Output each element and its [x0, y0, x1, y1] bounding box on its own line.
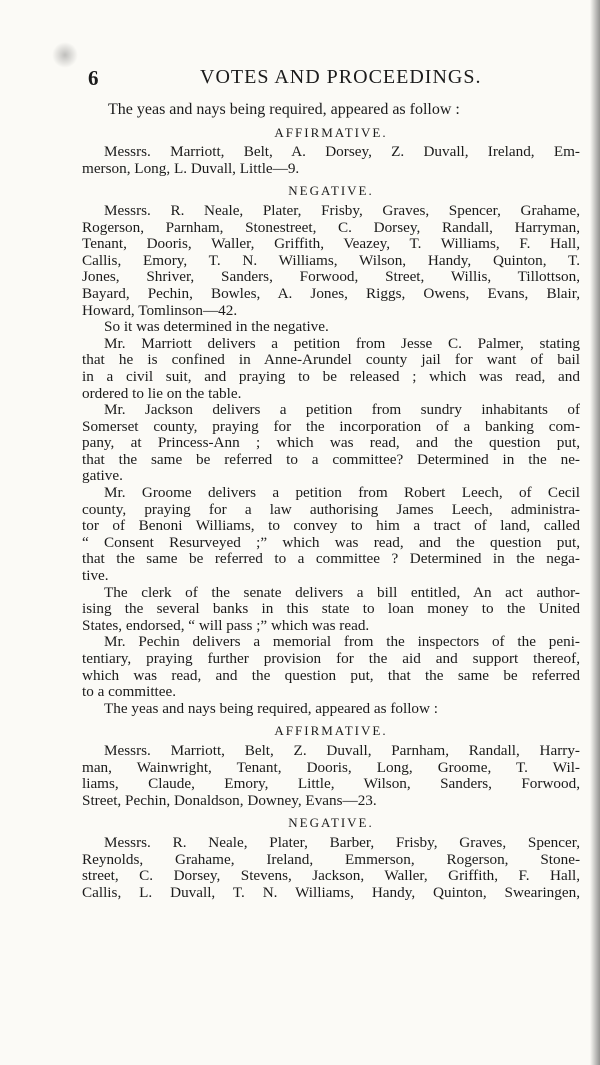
vote-intro: The yeas and nays being required, appeared as follow :: [104, 700, 438, 717]
text-line: tive.: [82, 568, 109, 585]
running-head: VOTES AND PROCEEDINGS.: [200, 66, 482, 88]
text-line: tor of Benoni Williams, to convey to him a tract of land, called: [82, 518, 580, 535]
text-line: liams, Claude, Emory, Little, Wilson, Sanders, Forwood,: [82, 776, 580, 793]
negative-heading: NEGATIVE.: [288, 815, 374, 831]
text-line: The clerk of the senate delivers a bill entitled, An act author-: [104, 584, 580, 601]
page-edge-shadow: [590, 0, 600, 1065]
page-body: [82, 102, 580, 901]
text-line: Tenant, Dooris, Waller, Griffith, Veazey, T. Williams, F. Hall,: [82, 236, 580, 253]
text-line: “ Consent Resurveyed ;” which was read, and the question put,: [82, 534, 580, 551]
text-line: States, endorsed, “ will pass ;” which was read.: [82, 617, 370, 634]
vote-intro: The yeas and nays being required, appeared as follow :: [108, 102, 460, 118]
negative-heading: NEGATIVE.: [288, 183, 374, 199]
text-line: that the same be referred to a committee? Determined in the ne-: [82, 451, 580, 468]
text-line: street, C. Dorsey, Stevens, Jackson, Waller, Griffith, F. Hall,: [82, 868, 580, 885]
text-line: that he is confined in Anne-Arundel county jail for want of bail: [82, 352, 580, 369]
text-line: Rogerson, Parnham, Stonestreet, C. Dorsey, Randall, Harryman,: [82, 219, 580, 236]
text-line: Messrs. R. Neale, Plater, Frisby, Graves, Spencer, Grahame,: [104, 202, 580, 219]
text-line: tentiary, praying further provision for the aid and support thereof,: [82, 651, 580, 667]
text-line: Jones, Shriver, Sanders, Forwood, Street, Willis, Tillottson,: [82, 269, 580, 286]
page-number: 6: [88, 66, 99, 90]
affirmative-heading: AFFIRMATIVE.: [274, 723, 388, 739]
text-line: Somerset county, praying for the incorporation of a banking com-: [82, 418, 580, 435]
text-line: gative.: [82, 468, 123, 485]
ink-smudge: [52, 42, 78, 68]
text-line: Messrs. Marriott, Belt, Z. Duvall, Parnham, Randall, Harry-: [104, 742, 580, 759]
text-line: to a committee.: [82, 684, 177, 701]
text-line: merson, Long, L. Duvall, Little—9.: [82, 160, 300, 177]
text-line: So it was determined in the negative.: [104, 319, 329, 336]
text-line: in a civil suit, and praying to be released ; which was read, and: [82, 368, 580, 385]
text-line: Bayard, Pechin, Bowles, A. Jones, Riggs, Owens, Evans, Blair,: [82, 285, 580, 302]
text-line: ordered to lie on the table.: [82, 385, 242, 402]
text-line: Mr. Groome delivers a petition from Robert Leech, of Cecil: [104, 485, 580, 502]
text-line: which was read, and the question put, that the same be referred: [82, 667, 580, 684]
text-line: that the same be referred to a committee ? Determined in the nega-: [82, 551, 580, 568]
affirmative-heading: AFFIRMATIVE.: [274, 124, 388, 140]
text-line: Reynolds, Grahame, Ireland, Emmerson, Rogerson, Stone-: [82, 851, 580, 868]
text-line: county, praying for a law authorising James Leech, administra-: [82, 501, 580, 518]
text-line: Howard, Tomlinson—42.: [82, 302, 238, 319]
text-line: pany, at Princess-Ann ; which was read, and the question put,: [82, 435, 580, 452]
text-line: man, Wainwright, Tenant, Dooris, Long, Groome, T. Wil-: [82, 759, 580, 776]
text-line: Callis, L. Duvall, T. N. Williams, Handy, Quinton, Swearingen,: [82, 884, 580, 901]
text-line: Mr. Jackson delivers a petition from sundry inhabitants of: [104, 402, 580, 419]
text-line: Mr. Marriott delivers a petition from Jesse C. Palmer, stating: [104, 335, 580, 352]
text-line: Messrs. Marriott, Belt, A. Dorsey, Z. Duvall, Ireland, Em-: [104, 144, 580, 161]
text-line: Callis, Emory, T. N. Williams, Wilson, Handy, Quinton, T.: [82, 252, 580, 269]
text-line: Messrs. R. Neale, Plater, Barber, Frisby, Graves, Spencer,: [104, 834, 580, 851]
text-line: Street, Pechin, Donaldson, Downey, Evans—23.: [82, 792, 377, 809]
text-line: ising the several banks in this state to loan money to the United: [82, 601, 580, 618]
text-line: Mr. Pechin delivers a memorial from the inspectors of the peni-: [104, 634, 580, 651]
